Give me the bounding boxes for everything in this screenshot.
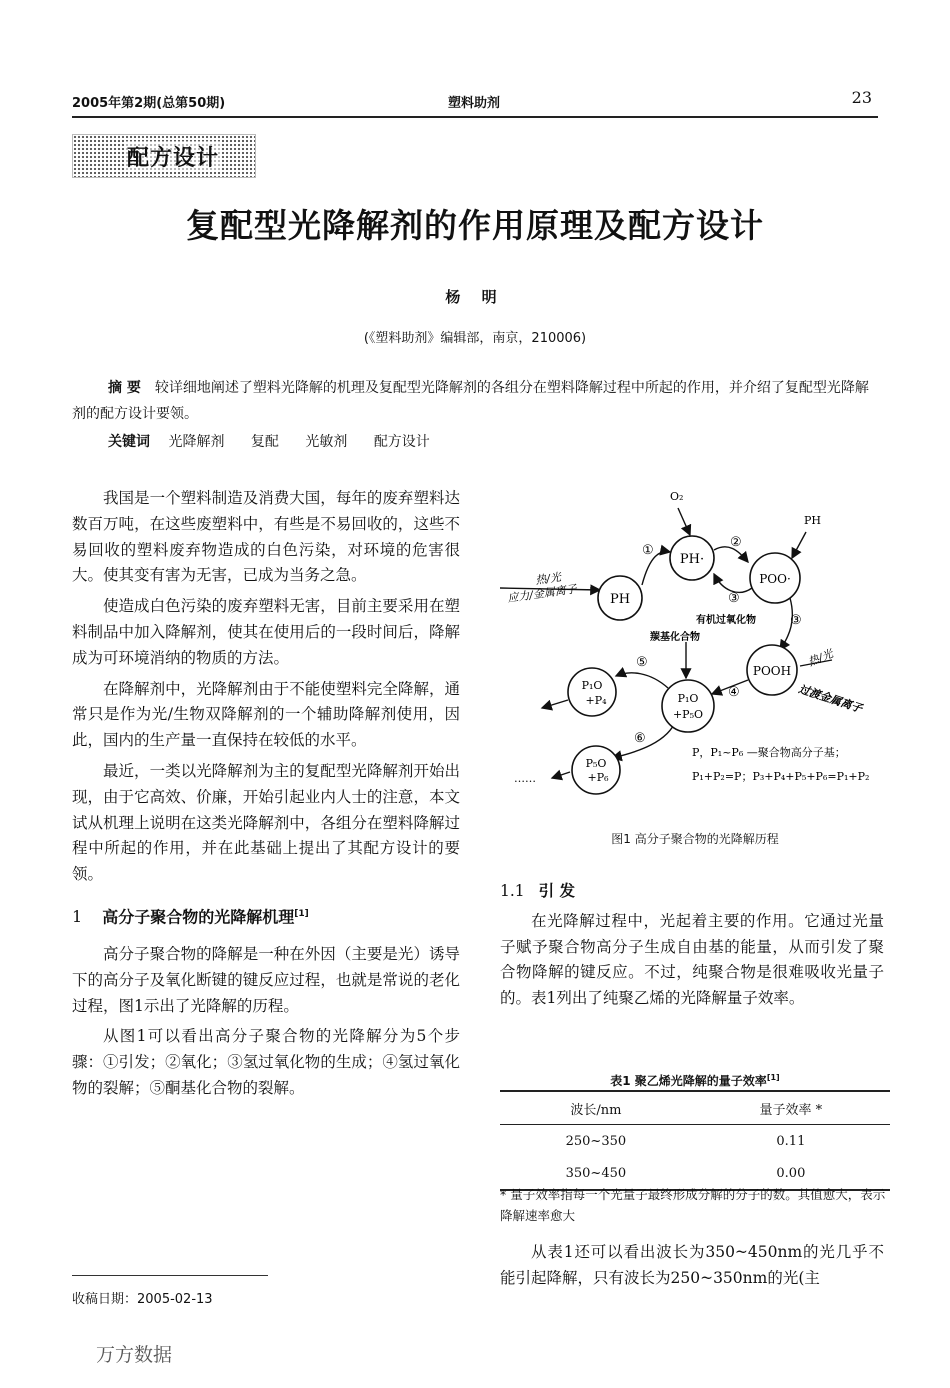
edge-to-left [542, 700, 568, 708]
edge-o2 [678, 508, 690, 535]
node-p5o-p6-circle [572, 746, 620, 794]
paragraph: 在降解剂中，光降解剂由于不能使塑料完全降解，通常只是作为光/生物双降解剂的一个辅助降解剂使用，因此，国内的生产量一直保持在较低的水平。 [72, 679, 460, 750]
label-stress-metal: 应力/金属离子 [506, 582, 578, 605]
affiliation: (《塑料助剂》编辑部，南京，210006) [363, 331, 587, 346]
label-step6: ⑥ [634, 731, 646, 746]
label-p1o-a: P₁O [677, 692, 699, 705]
header-rule [72, 116, 878, 118]
table-cell: 0.11 [776, 1133, 806, 1149]
section-number: 1.1 [500, 882, 525, 900]
section-heading-1 [72, 902, 460, 930]
paragraph: 使造成白色污染的废弃塑料无害，目前主要采用在塑料制品中加入降解剂，使其在使用后的一段时间后，降解成为可环境消纳的物质的方法。 [72, 597, 460, 667]
abstract [72, 375, 882, 427]
table-row [500, 1125, 890, 1158]
label-step3a: ③ [728, 591, 740, 606]
header-journal: 塑料助剂 [448, 96, 501, 111]
keyword: 配方设计 [373, 434, 430, 450]
edge-step5 [616, 673, 668, 688]
table-header: 量子效率 * [759, 1102, 823, 1118]
label-step4: ④ [728, 685, 740, 700]
page-number: 23 [851, 88, 872, 107]
table-1 [500, 1090, 890, 1191]
label-ph-start: PH [609, 592, 631, 607]
label-transition-metal: 过渡金属离子 [797, 682, 864, 716]
paragraph: 我国是一个塑料制造及消费大国，每年的废弃塑料达数百万吨，在这些废塑料中，有些是不易回收的，这些不易回收的塑料废弃物造成的白色污染，对环境的危害很大。使其变有害为无害，已成为当务之急。 [72, 489, 460, 585]
footnote-rule [72, 1275, 268, 1276]
label-step5: ⑤ [636, 655, 648, 670]
right-column [500, 878, 884, 1012]
edge-step3a [714, 574, 752, 592]
paragraph: 在光降解过程中，光起着主要的作用。它通过光量子赋予聚合物高分子生成自由基的能量，从而引发了聚合物降解的键反应。不过，纯聚合物是很难吸收光量子的。表1列出了纯聚乙烯的光降解量子效率。 [500, 911, 884, 1008]
section-tag-label: 配方设计 [125, 141, 221, 172]
keyword: 光降解剂 [168, 434, 225, 450]
label-p1o-left: P₁O [581, 679, 603, 692]
watermark: 万方数据 [96, 1344, 173, 1366]
label-p6: +P₆ [587, 771, 609, 784]
label-ph-top: PH [804, 514, 821, 527]
table-title [500, 1072, 890, 1089]
edge-to-dots [552, 772, 570, 778]
section-ref: [1] [294, 908, 309, 919]
received-date: 收稿日期：2005-02-13 [72, 1292, 213, 1307]
table-header-row [500, 1091, 890, 1125]
label-step3b: ③ [790, 613, 802, 628]
label-step2: ② [730, 535, 742, 550]
legend-line-1: P，P₁~P₆ —聚合物高分子基； [692, 746, 846, 759]
table-cell: 0.00 [776, 1165, 806, 1181]
section-title: 高分子聚合物的光降解机理 [102, 907, 295, 927]
edge-ph-top [792, 532, 806, 558]
section-tag [72, 134, 256, 178]
table-cell: 250~350 [565, 1133, 627, 1149]
label-o2: O₂ [670, 490, 684, 503]
label-organic-peroxide: 有机过氧化物 [696, 615, 756, 626]
section-heading-1-1 [500, 878, 884, 905]
keywords [108, 431, 452, 451]
keywords-label: 关键词 [108, 434, 150, 450]
legend-line-2: P₁+P₂=P；P₃+P₄+P₅+P₆=P₁+P₂ [692, 770, 870, 783]
right-column-continued [500, 1240, 884, 1292]
left-column [72, 486, 460, 1102]
table-cell: 350~450 [565, 1165, 627, 1181]
label-heat-light-2: 热/光 [806, 647, 835, 669]
abstract-text: 较详细地阐述了塑料光降解的机理及复配型光降解剂的各组分在塑料降解过程中所起的作用，并介绍了复配型光降解剂的配方设计要领。 [72, 380, 869, 422]
label-p5o: P₅O [585, 757, 607, 770]
keyword: 复配 [250, 434, 279, 450]
paragraph: 高分子聚合物的降解是一种在外因（主要是光）诱导下的高分子及氧化断键的键反应过程，也就是常说的老化过程，图1示出了光降解的历程。 [72, 945, 460, 1015]
label-carbonyl: 羰基化合物 [650, 632, 700, 643]
table-title-ref: [1] [766, 1073, 780, 1082]
label-pooh: POOH [752, 664, 792, 678]
label-step1: ① [642, 543, 654, 558]
table-title-text: 表1 聚乙烯光降解的量子效率 [610, 1074, 767, 1088]
table-header: 波长/nm [570, 1102, 622, 1118]
label-p4: +P₄ [585, 694, 607, 707]
table-note: * 量子效率指每一个光量子最终形成分解的分子的数。其值愈大，表示降解速率愈大 [500, 1187, 886, 1223]
paragraph: 最近，一类以光降解剂为主的复配型光降解剂开始出现，由于它高效、价廉，开始引起业内人士的注意，本文试从机理上说明在这类光降解剂中，各组分在塑料降解过程中所起的作用，并在此基础上提出了其配方设计的要领。 [72, 761, 460, 884]
label-p5o-b: +P₅O [672, 708, 704, 721]
label-ph-radical: PH· [679, 552, 705, 567]
paragraph: 从图1可以看出高分子聚合物的光降解分为5个步骤：①引发；②氧化；③氢过氧化物的生成；④氢过氧化物的裂解；⑤酮基化合物的裂解。 [72, 1027, 460, 1098]
author: 杨 明 [445, 288, 505, 306]
paragraph: 从表1还可以看出波长为350~450nm的光几乎不能引起降解，只有波长为250~350nm的光(主 [500, 1243, 884, 1287]
section-title: 引 发 [538, 881, 576, 900]
figure-caption: 图1 高分子聚合物的光降解历程 [611, 832, 779, 846]
keyword: 光敏剂 [305, 434, 348, 450]
figure-1-final [500, 480, 890, 810]
node-p1o-p5o-circle [662, 680, 714, 732]
section-number: 1 [72, 907, 83, 927]
header-issue: 2005年第2期(总第50期) [72, 96, 226, 111]
label-dots: …… [514, 772, 536, 785]
paper-title: 复配型光降解剂的作用原理及配方设计 [186, 206, 764, 245]
node-p1o-p4-circle [568, 668, 616, 716]
abstract-label: 摘 要 [108, 380, 141, 396]
label-poo: POO· [759, 572, 791, 586]
label-heat-light: 热/光 [534, 570, 562, 587]
